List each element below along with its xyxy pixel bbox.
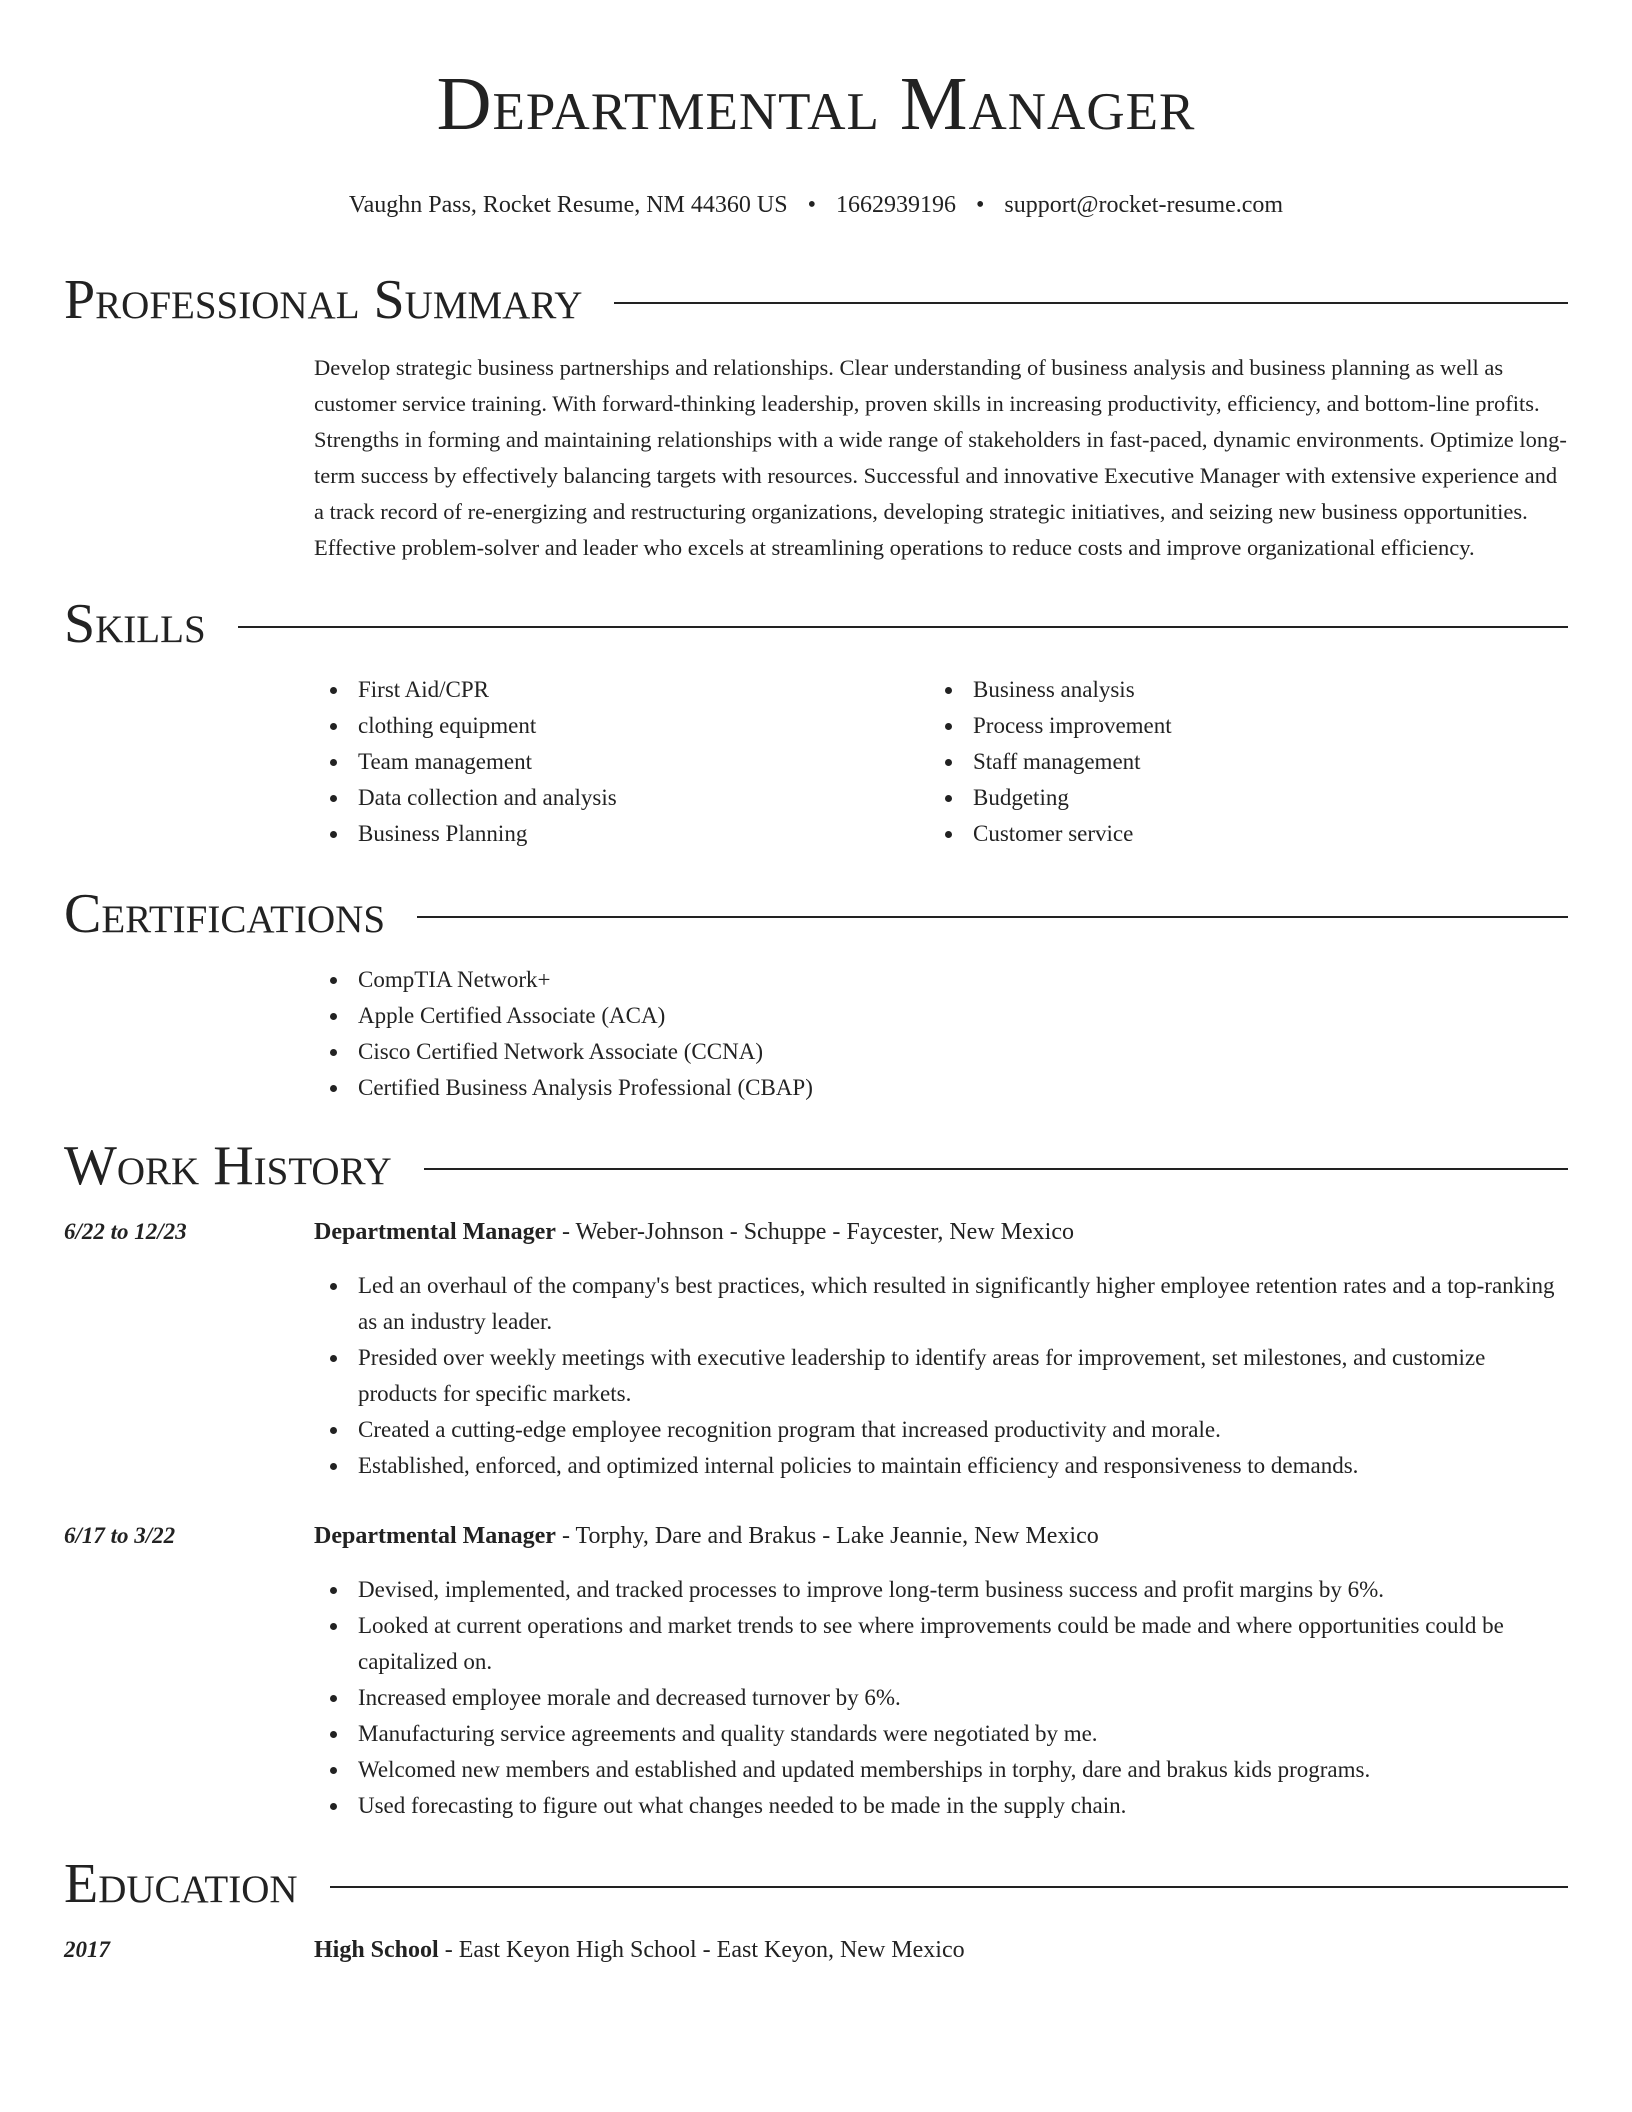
certifications-list	[314, 962, 1568, 1106]
job-bullet: Created a cutting-edge employee recognition program that increased productivity and morale.	[314, 1412, 1568, 1448]
job-content	[314, 1518, 1568, 1824]
resume-name: Departmental Manager	[436, 62, 1196, 146]
job-bullet: Looked at current operations and market trends to see where improvements could be made and where opportunities could be capitalized on.	[314, 1608, 1568, 1680]
skills-grid	[314, 672, 1568, 852]
job-title-line	[314, 1518, 1568, 1554]
section-divider	[330, 1886, 1568, 1888]
section-divider	[424, 1168, 1568, 1170]
skills-heading: Skills	[64, 593, 206, 655]
skills-list-right	[929, 672, 1544, 852]
job-entry	[64, 1518, 1568, 1824]
job-title: Departmental Manager	[314, 1523, 556, 1549]
summary-text: Develop strategic business partnerships and relationships. Clear understanding of business analysis and business planning as well as customer service training. With forward-thinking leadership, proven skills in increasing productivity, efficiency, and bottom-line profits. Strengths in forming and maintaining relationships with a wide range of stakeholders in fast-paced, dynamic environments. Optimize long-term success by effectively balancing targets with resources. Successful and innovative Executive Manager with extensive experience and a track record of re-energizing and restructuring organizations, developing strategic initiatives, and seizing new business opportunities. Effective problem-solver and leader who excels at streamlining operations to reduce costs and improve organizational efficiency.	[314, 355, 1567, 560]
job-bullet: Presided over weekly meetings with executive leadership to identify areas for improvement, set milestones, and customize products for specific markets.	[314, 1340, 1568, 1412]
skill-item: First Aid/CPR	[314, 672, 929, 708]
summary-section-header	[64, 270, 1568, 330]
certifications-section-header	[64, 884, 1568, 944]
skills-list-left	[314, 672, 929, 852]
education-heading: Education	[64, 1853, 298, 1915]
education-school: - East Keyon High School - East Keyon, New Mexico	[438, 1937, 965, 1963]
section-divider	[238, 626, 1568, 628]
contact-phone: 1662939196	[835, 192, 956, 218]
job-bullet: Established, enforced, and optimized internal policies to maintain efficiency and responsiveness to demands.	[314, 1448, 1568, 1484]
skill-item: Data collection and analysis	[314, 780, 929, 816]
job-employer: - Weber-Johnson - Schuppe - Faycester, New Mexico	[555, 1219, 1074, 1245]
skill-item: Customer service	[929, 816, 1544, 852]
work-heading: Work History	[64, 1135, 392, 1197]
job-dates: 6/17 to 3/22	[64, 1523, 176, 1548]
education-content	[314, 1932, 1568, 1968]
certification-item: Certified Business Analysis Professional (CBAP)	[314, 1070, 1568, 1106]
education-entry	[64, 1932, 1568, 1968]
contact-address: Vaughn Pass, Rocket Resume, NM 44360 US	[348, 192, 788, 218]
job-title: Departmental Manager	[314, 1219, 556, 1245]
job-title-line	[314, 1214, 1568, 1250]
job-bullet: Devised, implemented, and tracked processes to improve long-term business success and profit margins by 6%.	[314, 1572, 1568, 1608]
section-divider	[417, 916, 1568, 918]
job-bullets	[314, 1268, 1568, 1484]
section-divider	[614, 302, 1568, 304]
contact-separator: •	[807, 192, 816, 218]
certifications-heading: Certifications	[64, 883, 386, 945]
certifications-block	[314, 962, 1568, 1106]
job-bullet: Manufacturing service agreements and quality standards were negotiated by me.	[314, 1716, 1568, 1752]
job-bullet: Welcomed new members and established and updated memberships in torphy, dare and brakus kids programs.	[314, 1752, 1568, 1788]
skill-item: Process improvement	[929, 708, 1544, 744]
certification-item: Cisco Certified Network Associate (CCNA)	[314, 1034, 1568, 1070]
job-bullet: Increased employee morale and decreased turnover by 6%.	[314, 1680, 1568, 1716]
job-bullet: Used forecasting to figure out what changes needed to be made in the supply chain.	[314, 1788, 1568, 1824]
certification-item: Apple Certified Associate (ACA)	[314, 998, 1568, 1034]
education-degree: High School	[314, 1937, 439, 1963]
job-dates: 6/22 to 12/23	[64, 1219, 187, 1244]
skill-item: Business analysis	[929, 672, 1544, 708]
job-employer: - Torphy, Dare and Brakus - Lake Jeannie, New Mexico	[555, 1523, 1099, 1549]
job-entry	[64, 1214, 1568, 1484]
education-year: 2017	[64, 1937, 110, 1962]
skill-item: clothing equipment	[314, 708, 929, 744]
contact-email: support@rocket-resume.com	[1004, 192, 1284, 218]
work-section-header	[64, 1136, 1568, 1196]
job-bullet: Led an overhaul of the company's best practices, which resulted in significantly higher employee retention rates and a top-ranking as an industry leader.	[314, 1268, 1568, 1340]
education-title-line	[314, 1932, 1568, 1968]
certification-item: CompTIA Network+	[314, 962, 1568, 998]
skill-item: Team management	[314, 744, 929, 780]
contact-line	[64, 190, 1568, 220]
skill-item: Business Planning	[314, 816, 929, 852]
job-bullets	[314, 1572, 1568, 1824]
skills-section-header	[64, 594, 1568, 654]
job-content	[314, 1214, 1568, 1484]
skill-item: Staff management	[929, 744, 1544, 780]
contact-separator: •	[975, 192, 985, 218]
education-section-header	[64, 1854, 1568, 1914]
summary-heading: Professional Summary	[64, 269, 583, 331]
skill-item: Budgeting	[929, 780, 1544, 816]
